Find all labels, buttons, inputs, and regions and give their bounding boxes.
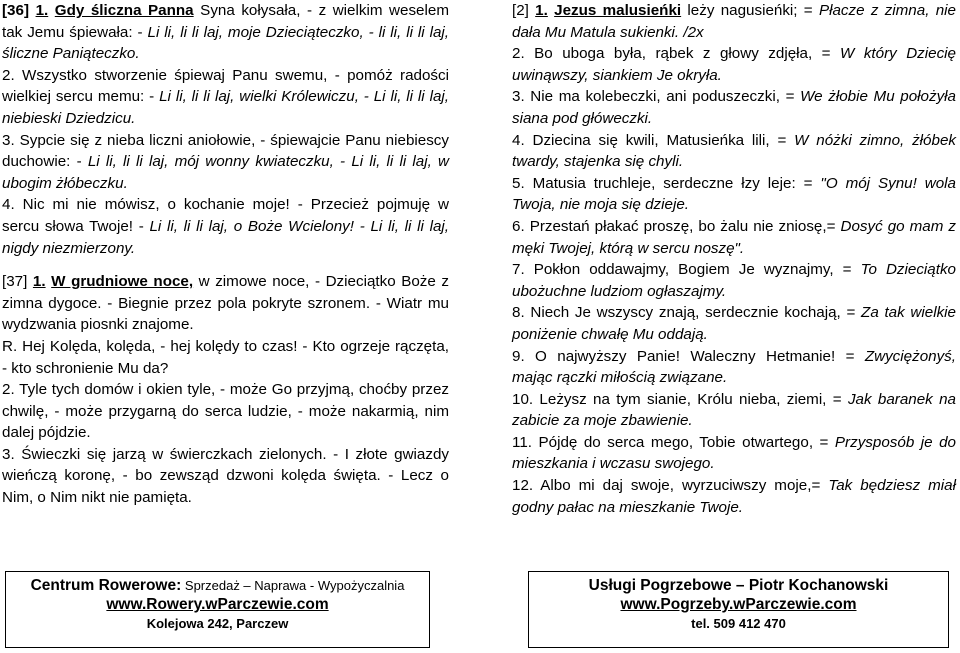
song2-verse-italic: W nóżki zimno, żłóbek twardy, stajenka się chyli. bbox=[512, 131, 956, 171]
song2-verse-text: 10. Leżysz na tym sianie, Królu nieba, ziemi, = bbox=[512, 390, 848, 408]
bike-shop-ad-header bbox=[6, 576, 429, 595]
funeral-services-website-link[interactable]: www.Pogrzeby.wParczewie.com bbox=[620, 596, 857, 613]
song2-verse-italic: Dosyć go mam z męki Twojej, którą w sercu noszę". bbox=[512, 217, 956, 257]
song36-verse2-refrain: Li li, li li laj, wielki Królewiczu, - Li li, li li laj, niebieski Dziedzicu. bbox=[2, 88, 449, 127]
song2-verse-text: 4. Dziecina się kwili, Matusieńka lili, = bbox=[512, 131, 795, 149]
song2-verse bbox=[512, 389, 956, 432]
song2-verse bbox=[512, 259, 956, 302]
song2-verses bbox=[512, 43, 956, 518]
song2-verse-text: 12. Albo mi daj swoje, wyrzuciwszy moje,= bbox=[512, 477, 829, 495]
song37-verse1-text: w zimowe noce, - Dzieciątko Boże z zimna dygoce. - Biegnie przez pola pokryte szronem. - Wiatr mu wydzwania piosnki znajome. bbox=[2, 273, 449, 334]
song37-number: [37] bbox=[2, 273, 28, 291]
song2-verse-italic: We żłobie Mu położyła siana pod główeczki. bbox=[512, 88, 956, 127]
song2-verse1-text: leży nagusieńki; = bbox=[681, 2, 819, 19]
bike-shop-website-link[interactable]: www.Rowery.wParczewie.com bbox=[106, 596, 329, 613]
song37-verse3: 3. Świeczki się jarzą w świerczkach zielonych. - I złote gwiazdy wieńczą koronę, - bo zewsząd dzwoni kolęda święta. - Lecz o Nim, o Nim nikt nie pamięta. bbox=[2, 445, 449, 507]
song36-verse1 bbox=[2, 0, 449, 65]
song2-verse bbox=[512, 173, 956, 216]
left-column bbox=[2, 0, 449, 509]
song2-verse-text: 8. Niech Je wszyscy znają, serdecznie kochają, = bbox=[512, 304, 862, 322]
song36-title: Gdy śliczna Panna bbox=[54, 2, 194, 19]
song2-number: [2] bbox=[512, 2, 529, 19]
song37-refrain: R. Hej Kolęda, kolęda, - hej kolędy to czas! - Kto ogrzeje rączęta, - kto schronienie Mu da? bbox=[2, 337, 449, 377]
song2-verse-text: 7. Pokłon oddawajmy, Bogiem Je wyznajmy, = bbox=[512, 261, 861, 279]
funeral-services-title: Usługi Pogrzebowe – Piotr Kochanowski bbox=[588, 577, 889, 594]
song37-verse1-number: 1. bbox=[32, 273, 46, 291]
song37-verse1 bbox=[2, 271, 449, 336]
song2-verse-text: 5. Matusia truchleje, serdeczne łzy leje: = bbox=[512, 174, 821, 192]
right-column bbox=[512, 0, 956, 518]
funeral-services-ad bbox=[528, 571, 949, 648]
song36-verse3-text: 3. Sypcie się z nieba liczni aniołowie, - śpiewajcie Panu niebiescy duchowie: - bbox=[2, 131, 449, 171]
song36-verse2-text: 2. Wszystko stworzenie śpiewaj Panu swemu, - pomóż radości wielkiej sercu memu: - bbox=[2, 66, 449, 106]
song2-verse bbox=[512, 130, 956, 173]
song37-title: W grudniowe noce, bbox=[51, 273, 194, 291]
song2-verse-text: 2. Bo uboga była, rąbek z głowy zdjęła, = bbox=[512, 45, 841, 63]
song2-verse-italic: Zwyciężonyś, mając rączki miłością związane. bbox=[512, 347, 956, 387]
song2-verse-italic: Za tak wielkie poniżenie chwałę Mu oddają. bbox=[512, 304, 956, 343]
song36-verse4-refrain: Li li, li li laj, o Boże Wcielony! - Li li, li li laj, nigdy niezmierzony. bbox=[2, 217, 449, 257]
song37-verse2: 2. Tyle tych domów i okien tyle, - może Go przyjmą, choćby przez chwilę, - może przygarną do serca ludzie, - może nakarmią, nim dalej pójdzie. bbox=[2, 381, 449, 442]
song2-verse1 bbox=[512, 0, 956, 43]
song2-verse-italic: "O mój Synu! wola Twoja, nie moja się dzieje. bbox=[512, 174, 956, 214]
bike-shop-title: Centrum Rowerowe: bbox=[30, 577, 182, 594]
song2-verse bbox=[512, 43, 956, 86]
bike-shop-address: Kolejowa 242, Parczew bbox=[146, 616, 289, 631]
song2-verse bbox=[512, 475, 956, 518]
song36-verse3 bbox=[2, 130, 449, 195]
song36-verse1-number: 1. bbox=[35, 2, 49, 19]
spacer bbox=[2, 259, 449, 271]
song2-title: Jezus malusieńki bbox=[554, 2, 682, 19]
song2-verse-italic: Tak będziesz miał godny pałac na mieszkanie Twoje. bbox=[512, 477, 956, 516]
song2-verse-italic: Przysposób je do mieszkania i wczasu swojego. bbox=[512, 433, 956, 473]
song36-verse3-refrain: Li li, li li laj, mój wonny kwiateczku, - Li li, li li laj, w ubogim żłóbeczku. bbox=[2, 153, 449, 192]
song2-verse1-number: 1. bbox=[535, 2, 548, 19]
bike-shop-services: Sprzedaż – Naprawa - Wypożyczalnia bbox=[181, 578, 405, 593]
song2-verse-text: 3. Nie ma kolebeczki, ani poduszeczki, = bbox=[512, 88, 801, 106]
song36-verse4-text: 4. Nic mi nie mówisz, o kochanie moje! - Przecież pojmuję w sercu słowa Twoje! - bbox=[2, 196, 449, 235]
song2-verse bbox=[512, 86, 956, 129]
song2-verse-text: 9. O najwyższy Panie! Waleczny Hetmanie! = bbox=[512, 347, 865, 365]
song36-number: [36] bbox=[2, 2, 30, 19]
song2-verse bbox=[512, 346, 956, 389]
song2-verse-text: 6. Przestań płakać proszę, bo żalu nie zniosę,= bbox=[512, 217, 841, 235]
song2-verse bbox=[512, 216, 956, 259]
song36-verse2 bbox=[2, 65, 449, 130]
song2-verse-italic: To Dzieciątko ubożuchne ludziom ogłaszajmy. bbox=[512, 261, 957, 300]
song2-verse-text: 11. Pójdę do serca mego, Tobie otwartego, = bbox=[512, 433, 835, 451]
song36-verse1-text: Syna kołysała, - z wielkim weselem tak Jemu śpiewała: - bbox=[2, 2, 449, 41]
song2-verse-italic: W który Dziecię uwinąwszy, siankiem Je okryła. bbox=[512, 45, 957, 84]
song2-verse1-italic: Płacze z zimna, nie dała Mu Matula sukienki. /2x bbox=[512, 2, 956, 41]
song2-verse bbox=[512, 302, 956, 345]
song2-verse-italic: Jak baranek na zabicie za moje zbawienie. bbox=[512, 390, 956, 430]
funeral-services-phone: tel. 509 412 470 bbox=[691, 616, 786, 631]
song36-verse4 bbox=[2, 194, 449, 259]
song2-verse bbox=[512, 432, 956, 475]
song36-verse1-refrain: Li li, li li laj, moje Dzieciąteczko, - li li, li li laj, śliczne Paniąteczko. bbox=[2, 23, 449, 63]
bike-shop-ad bbox=[5, 571, 430, 648]
